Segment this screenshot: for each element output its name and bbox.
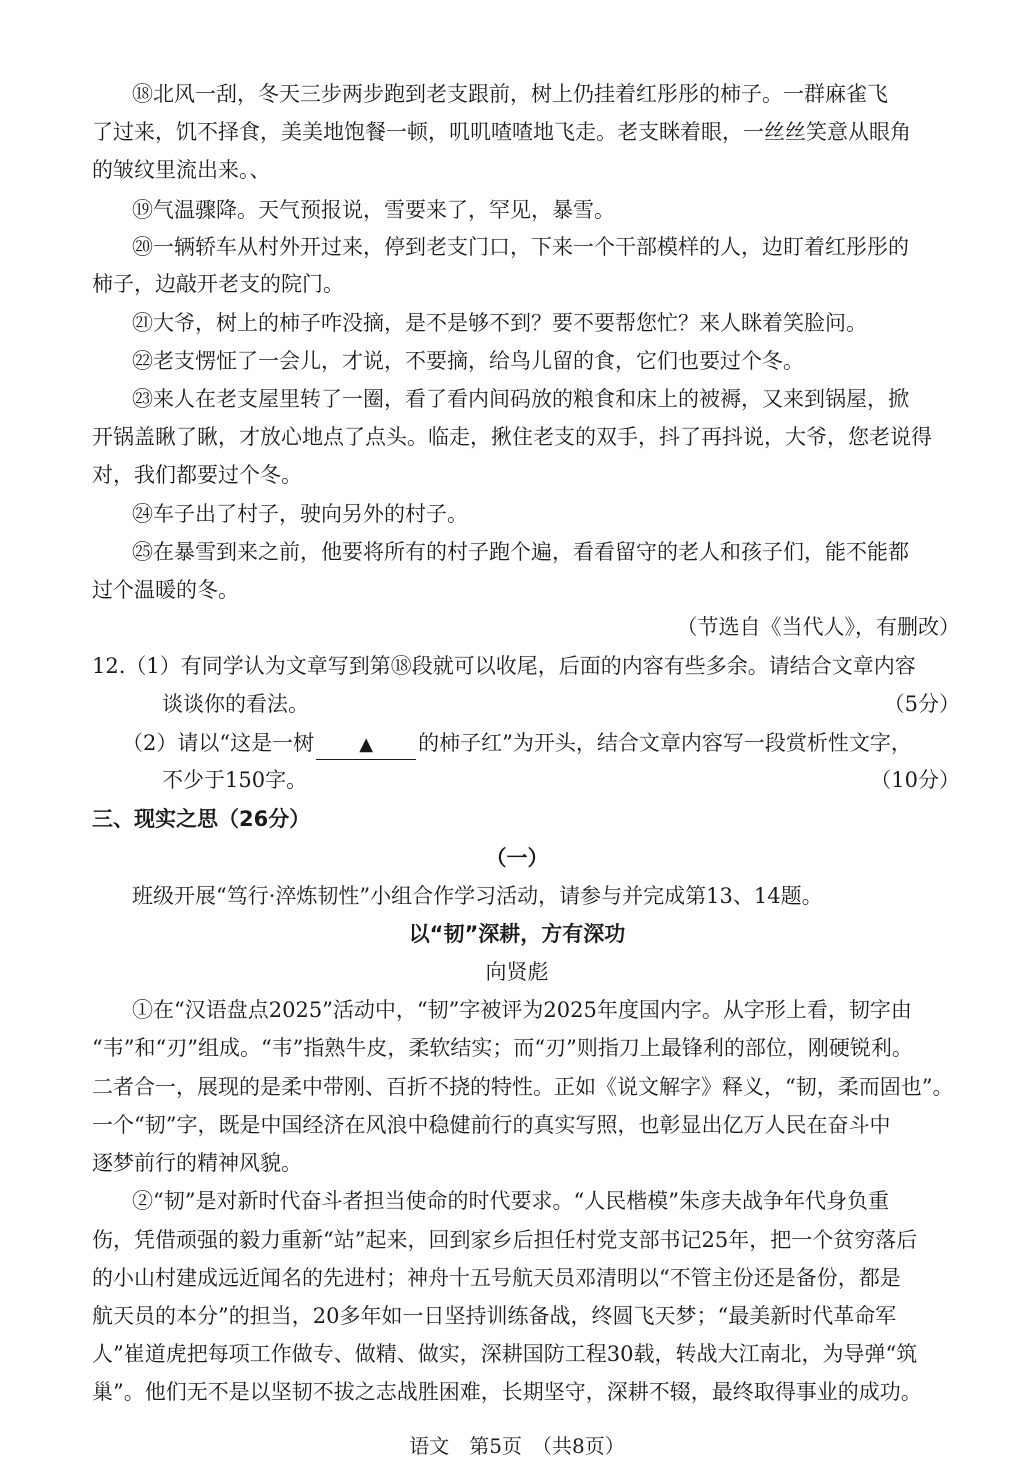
source-citation: （节选自《当代人》，有删改） [676, 615, 960, 639]
question-12-part-2-cont: 不少于150字。 [162, 768, 308, 792]
question-12-part-2-suffix: 的柿子红”为开头，结合文章内容写一段赏析性文字， [418, 731, 912, 755]
question-12-part-1-cont: 谈谈你的看法。 [162, 692, 309, 716]
article-paragraph-2-cont: 人”崔道虎把每项工作做专、做精、做实，深耕国防工程30载，转战大江南北，为导弹“筑 [92, 1342, 918, 1366]
story-paragraph-24: ㉔车子出了村子，驶向另外的村子。 [132, 502, 468, 526]
article-paragraph-2-cont: 伤，凭借顽强的毅力重新“站”起来，回到家乡后担任村党支部书记25年，把一个贫穷落后 [92, 1228, 918, 1252]
story-paragraph-23-cont: 对，我们都要过个冬。 [92, 463, 302, 487]
answer-blank [316, 729, 416, 760]
question-12-part-2-prefix: （2）请以“这是一树 [122, 731, 315, 755]
story-paragraph-25-cont: 过个温暖的冬。 [92, 578, 239, 602]
article-author: 向贤彪 [485, 960, 549, 984]
story-paragraph-25: ㉕在暴雪到来之前，他要将所有的村子跑个遍，看看留守的老人和孩子们，能不能都 [132, 540, 909, 564]
story-paragraph-18-cont: 了过来，饥不择食，美美地饱餐一顿，叽叽喳喳地飞走。老支眯着眼，一丝丝笑意从眼角 [92, 120, 911, 144]
question-12-part-2 [122, 729, 912, 760]
article-paragraph-1-cont: 二者合一，展现的是柔中带刚、百折不挠的特性。正如《说文解字》释义，“韧，柔而固也”。 [92, 1075, 954, 1099]
story-paragraph-23-cont: 开锅盖瞅了瞅，才放心地点了点头。临走，揪住老支的双手，抖了再抖说，大爷，您老说得 [92, 425, 932, 449]
activity-intro: 班级开展“笃行·淬炼韧性”小组合作学习活动，请参与并完成第13、14题。 [132, 884, 823, 908]
story-paragraph-18: ⑱北风一刮，冬天三步两步跑到老支跟前，树上仍挂着红彤彤的柿子。一群麻雀飞 [132, 82, 888, 106]
story-paragraph-20-cont: 柿子，边敲开老支的院门。 [92, 272, 344, 296]
blank-marker-icon: ▲ [359, 734, 374, 755]
section-heading: 三、现实之思（26分） [92, 807, 311, 831]
story-paragraph-18-cont: 的皱纹里流出来。、 [92, 158, 271, 182]
story-paragraph-21: ㉑大爷，树上的柿子咋没摘，是不是够不到？要不要帮您忙？来人眯着笑脸问。 [132, 311, 867, 335]
story-paragraph-20: ⑳一辆轿车从村外开过来，停到老支门口，下来一个干部模样的人，边盯着红彤彤的 [132, 235, 909, 259]
question-12-part-2-score: （10分） [870, 768, 960, 792]
page-footer: 语文 第5页 （共8页） [409, 1434, 625, 1458]
article-paragraph-2-cont: 航天员的本分”的担当，20多年如一日坚持训练备战，终圆飞天梦；“最美新时代革命军 [92, 1304, 897, 1328]
article-paragraph-1-cont: “韦”和“刃”组成。“韦”指熟牛皮，柔软结实；而“刃”则指刀上最锋利的部位，刚硬锐利。 [92, 1036, 913, 1060]
article-paragraph-2-cont: 的小山村建成远近闻名的先进村；神舟十五号航天员邓清明以“不管主份还是备份，都是 [92, 1266, 901, 1290]
article-paragraph-1-cont: 逐梦前行的精神风貌。 [92, 1151, 302, 1175]
article-title: 以“韧”深耕，方有深功 [408, 922, 626, 946]
story-paragraph-22: ㉒老支愣怔了一会儿，才说，不要摘，给鸟儿留的食，它们也要过个冬。 [132, 349, 804, 373]
article-paragraph-2: ②“韧”是对新时代奋斗者担当使命的时代要求。“人民楷模”朱彦夫战争年代身负重 [132, 1189, 889, 1213]
part-heading: （一） [485, 846, 549, 870]
story-paragraph-19: ⑲气温骤降。天气预报说，雪要来了，罕见，暴雪。 [132, 198, 615, 222]
article-paragraph-1-cont: 一个“韧”字，既是中国经济在风浪中稳健前行的真实写照，也彰显出亿万人民在奋斗中 [92, 1113, 891, 1137]
question-12-part-1-score: （5分） [883, 692, 960, 716]
story-paragraph-23: ㉓来人在老支屋里转了一圈，看了看内间码放的粮食和床上的被褥，又来到锅屋，掀 [132, 387, 909, 411]
question-12-part-1: 12.（1）有同学认为文章写到第⑱段就可以收尾，后面的内容有些多余。请结合文章内容 [92, 654, 916, 678]
article-paragraph-1: ①在“汉语盘点2025”活动中，“韧”字被评为2025年度国内字。从字形上看，韧字由 [132, 998, 912, 1022]
article-paragraph-2-cont: 巢”。他们无不是以坚韧不拔之志战胜困难，长期坚守，深耕不辍，最终取得事业的成功。 [92, 1380, 922, 1404]
